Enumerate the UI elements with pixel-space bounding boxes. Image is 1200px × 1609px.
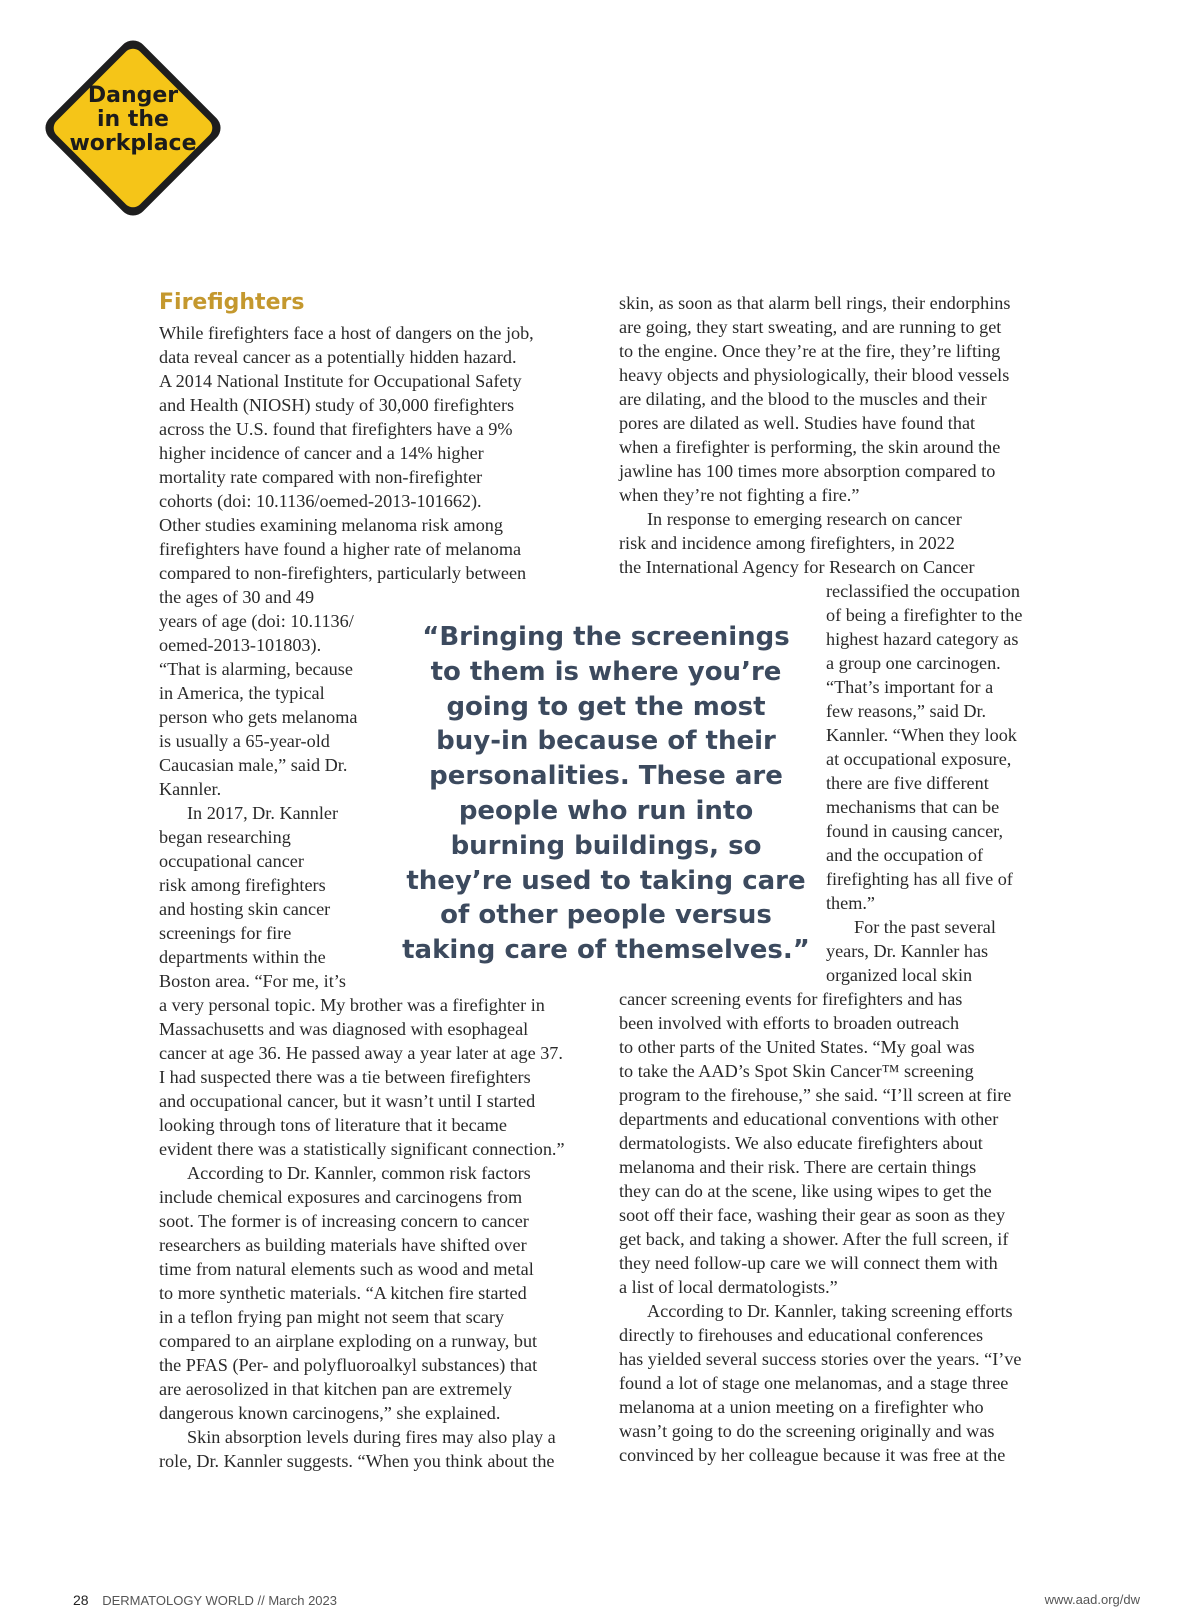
text-line: A 2014 National Institute for Occupational Safety	[159, 371, 522, 391]
text-line: role, Dr. Kannler suggests. “When you think about the	[159, 1451, 555, 1471]
danger-badge-label	[33, 84, 233, 156]
badge-line: Danger	[87, 83, 179, 108]
text-line: there are five different	[826, 773, 989, 793]
text-line: soot. The former is of increasing concern to cancer	[159, 1211, 529, 1231]
footer-url[interactable]: www.aad.org/dw	[1044, 1592, 1140, 1607]
text-line: of being a firefighter to the	[826, 605, 1023, 625]
pull-quote	[396, 620, 816, 968]
text-line: risk among firefighters	[159, 875, 326, 895]
text-line: program to the firehouse,” she said. “I’ll screen at fire	[619, 1085, 1012, 1105]
text-line: highest hazard category as	[826, 629, 1019, 649]
text-line: convinced by her colleague because it was free at the	[619, 1445, 1006, 1465]
text-line: a list of local dermatologists.”	[619, 1277, 838, 1297]
pull-quote-line: burning buildings, so	[450, 830, 762, 861]
text-line: get back, and taking a shower. After the full screen, if	[619, 1229, 1009, 1249]
pull-quote-line: “Bringing the screenings	[422, 622, 790, 652]
text-line: Kannler.	[159, 779, 222, 799]
text-line: In 2017, Dr. Kannler	[187, 803, 339, 823]
text-line: cohorts (doi: 10.1136/oemed-2013-101662).	[159, 491, 482, 511]
text-line: is usually a 65-year-old	[159, 731, 330, 751]
text-line: firefighters have found a higher rate of melanoma	[159, 539, 522, 559]
text-line: risk and incidence among firefighters, in 2022	[619, 533, 955, 553]
text-line: the International Agency for Research on Cancer	[619, 557, 975, 577]
text-line: higher incidence of cancer and a 14% higher	[159, 443, 484, 463]
text-line: include chemical exposures and carcinogens from	[159, 1187, 523, 1207]
text-line: began researching	[159, 827, 291, 847]
text-line: cancer at age 36. He passed away a year later at age 37.	[159, 1043, 563, 1063]
pull-quote-line: to them is where you’re	[430, 656, 782, 687]
footer-left	[73, 1592, 337, 1609]
text-line: cancer screening events for firefighters and has	[619, 989, 963, 1009]
text-line: years of age (doi: 10.1136/	[159, 611, 354, 631]
text-line: melanoma at a union meeting on a firefighter who	[619, 1397, 984, 1417]
text-line: to the engine. Once they’re at the fire, they’re lifting	[619, 341, 1001, 361]
text-line: the PFAS (Per- and polyfluoroalkyl substances) that	[159, 1355, 538, 1375]
text-line: While firefighters face a host of dangers on the job,	[159, 323, 534, 343]
text-line: directly to firehouses and educational conferences	[619, 1325, 984, 1345]
text-line: wasn’t going to do the screening originally and was	[619, 1421, 995, 1441]
text-line: departments and educational conventions with other	[619, 1109, 999, 1129]
text-line: they need follow-up care we will connect them with	[619, 1253, 998, 1273]
pull-quote-line: people who run into	[458, 795, 754, 826]
text-line: they can do at the scene, like using wipes to get the	[619, 1181, 992, 1201]
text-line: dangerous known carcinogens,” she explained.	[159, 1403, 501, 1423]
text-line: dermatologists. We also educate firefighters about	[619, 1133, 983, 1153]
text-line: data reveal cancer as a potentially hidden hazard.	[159, 347, 517, 367]
text-line: at occupational exposure,	[826, 749, 1012, 769]
text-line: when a firefighter is performing, the skin around the	[619, 437, 1001, 457]
text-line: soot off their face, washing their gear as soon as they	[619, 1205, 1006, 1225]
text-line: firefighting has all five of	[826, 869, 1013, 889]
pull-quote-line: they’re used to taking care	[406, 865, 806, 896]
text-line: are dilating, and the blood to the muscles and their	[619, 389, 987, 409]
text-line: Other studies examining melanoma risk among	[159, 515, 503, 535]
text-line: organized local skin	[826, 965, 973, 985]
text-line: to other parts of the United States. “My goal was	[619, 1037, 975, 1057]
text-line: For the past several	[854, 917, 996, 937]
text-line: According to Dr. Kannler, common risk factors	[187, 1163, 531, 1183]
pull-quote-line: of other people versus	[440, 900, 772, 931]
section-title: Firefighters	[159, 290, 305, 315]
text-line: a very personal topic. My brother was a firefighter in	[159, 995, 545, 1015]
text-line: been involved with efforts to broaden outreach	[619, 1013, 960, 1033]
text-line: jawline has 100 times more absorption compared to	[619, 461, 996, 481]
text-line: melanoma and their risk. There are certain things	[619, 1157, 977, 1177]
text-line: Skin absorption levels during fires may also play a	[187, 1427, 556, 1447]
text-line: According to Dr. Kannler, taking screening efforts	[647, 1301, 1013, 1321]
text-line: pores are dilated as well. Studies have found that	[619, 413, 976, 433]
text-line: few reasons,” said Dr.	[826, 701, 987, 721]
text-line: Boston area. “For me, it’s	[159, 971, 346, 991]
text-line: across the U.S. found that firefighters have a 9%	[159, 419, 513, 439]
text-line: are aerosolized in that kitchen pan are extremely	[159, 1379, 512, 1399]
text-line: and hosting skin cancer	[159, 899, 331, 919]
pull-quote-line: buy-in because of their	[436, 726, 776, 757]
text-line: mortality rate compared with non-firefighter	[159, 467, 483, 487]
text-line: heavy objects and physiologically, their blood vessels	[619, 365, 1010, 385]
pull-quote-line: personalities. These are	[429, 761, 783, 792]
text-line: In response to emerging research on cancer	[647, 509, 962, 529]
text-line: to more synthetic materials. “A kitchen fire started	[159, 1283, 527, 1303]
text-line: screenings for fire	[159, 923, 292, 943]
text-line: reclassified the occupation	[826, 581, 1020, 601]
text-line: Kannler. “When they look	[826, 725, 1017, 745]
text-line: occupational cancer	[159, 851, 304, 871]
text-line: mechanisms that can be	[826, 797, 1000, 817]
text-line: skin, as soon as that alarm bell rings, their endorphins	[619, 293, 1011, 313]
text-line: in America, the typical	[159, 683, 325, 703]
text-line: evident there was a statistically significant connection.”	[159, 1139, 565, 1159]
text-line: person who gets melanoma	[159, 707, 358, 727]
text-line: departments within the	[159, 947, 326, 967]
text-line: and occupational cancer, but it wasn’t until I started	[159, 1091, 536, 1111]
text-line: “That is alarming, because	[159, 659, 353, 679]
text-line: compared to non-firefighters, particularly between	[159, 563, 527, 583]
text-line: “That’s important for a	[826, 677, 994, 697]
text-line: Caucasian male,” said Dr.	[159, 755, 348, 775]
text-line: years, Dr. Kannler has	[826, 941, 989, 961]
badge-line: in the	[97, 107, 169, 132]
text-line: found in causing cancer,	[826, 821, 1004, 841]
text-line: Massachusetts and was diagnosed with esophageal	[159, 1019, 529, 1039]
text-line: and Health (NIOSH) study of 30,000 firefighters	[159, 395, 515, 415]
page-number: 28	[73, 1592, 89, 1608]
text-line: and the occupation of	[826, 845, 984, 865]
text-line: a group one carcinogen.	[826, 653, 1001, 673]
text-line: compared to an airplane exploding on a runway, but	[159, 1331, 538, 1351]
text-line: when they’re not fighting a fire.”	[619, 485, 860, 505]
publication-info: DERMATOLOGY WORLD // March 2023	[102, 1593, 337, 1608]
text-line: has yielded several success stories over the years. “I’ve	[619, 1349, 1022, 1369]
text-line: them.”	[826, 893, 875, 913]
text-line: are going, they start sweating, and are running to get	[619, 317, 1002, 337]
pull-quote-line: taking care of themselves.”	[402, 935, 810, 966]
text-line: found a lot of stage one melanomas, and a stage three	[619, 1373, 1009, 1393]
text-line: looking through tons of literature that it became	[159, 1115, 507, 1135]
badge-line: workplace	[69, 131, 197, 156]
text-line: I had suspected there was a tie between firefighters	[159, 1067, 531, 1087]
text-line: researchers as building materials have shifted over	[159, 1235, 527, 1255]
text-line: oemed-2013-101803).	[159, 635, 322, 655]
text-line: in a teflon frying pan might not seem that scary	[159, 1307, 504, 1327]
text-line: the ages of 30 and 49	[159, 587, 315, 607]
text-line: to take the AAD’s Spot Skin Cancer™ screening	[619, 1061, 974, 1081]
text-line: time from natural elements such as wood and metal	[159, 1259, 534, 1279]
pull-quote-line: going to get the most	[446, 691, 766, 722]
